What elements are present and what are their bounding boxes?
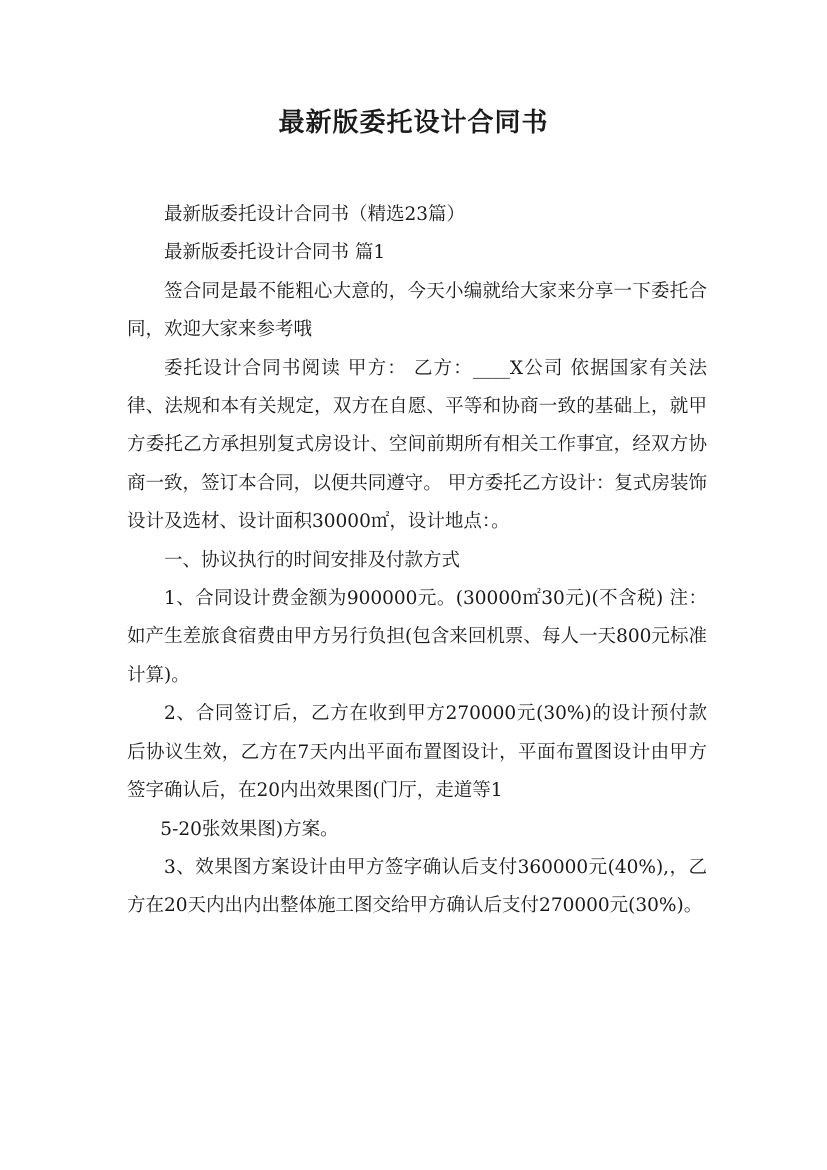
document-body [127, 196, 707, 926]
paragraph-clause-2-continued: 5-20张效果图)方案。 [160, 818, 339, 840]
paragraph-subtitle: 最新版委托设计合同书（精选23篇） [164, 204, 466, 225]
paragraph-section-heading: 最新版委托设计合同书 篇1 [164, 242, 386, 264]
paragraph-intro: 签合同是最不能粗心大意的，今天小编就给大家来分享一下委托合同，欢迎大家来参考哦 [127, 280, 707, 341]
paragraph-clause-heading: 一、协议执行的时间安排及付款方式 [164, 549, 461, 571]
paragraph-clause-1: 1、合同设计费金额为900000元。(30000㎡30元)(不含税) 注：如产生差旅食宿费由甲方另行负担(包含来回机票、每人一天800元标准计算)。 [127, 588, 707, 686]
paragraph-clause-2: 2、合同签订后，乙方在收到甲方270000元(30%)的设计预付款后协议生效，乙方在7天内出平面布置图设计，平面布置图设计由甲方签字确认后，在20内出效果图(门厅，走道等1 [127, 703, 707, 802]
paragraph-contract-preamble: 委托设计合同书阅读 甲方： 乙方：____X公司 依据国家有关法律、法规和本有关规定，双方在自愿、平等和协商一致的基础上，就甲方委托乙方承担别复式房设计、空间前期所有相关工作事宜，经双方协商一致，签订本合同，以便共同遵守。 甲方委托乙方设计：复式房装饰设计及选材、设计面积30000㎡，设计地点：。 [127, 357, 707, 533]
paragraph-clause-3: 3、效果图方案设计由甲方签字确认后支付360000元(40%),，乙方在20天内出内出整体施工图交给甲方确认后支付270000元(30%)。 [127, 856, 707, 917]
document-title: 最新版委托设计合同书 [278, 108, 549, 138]
